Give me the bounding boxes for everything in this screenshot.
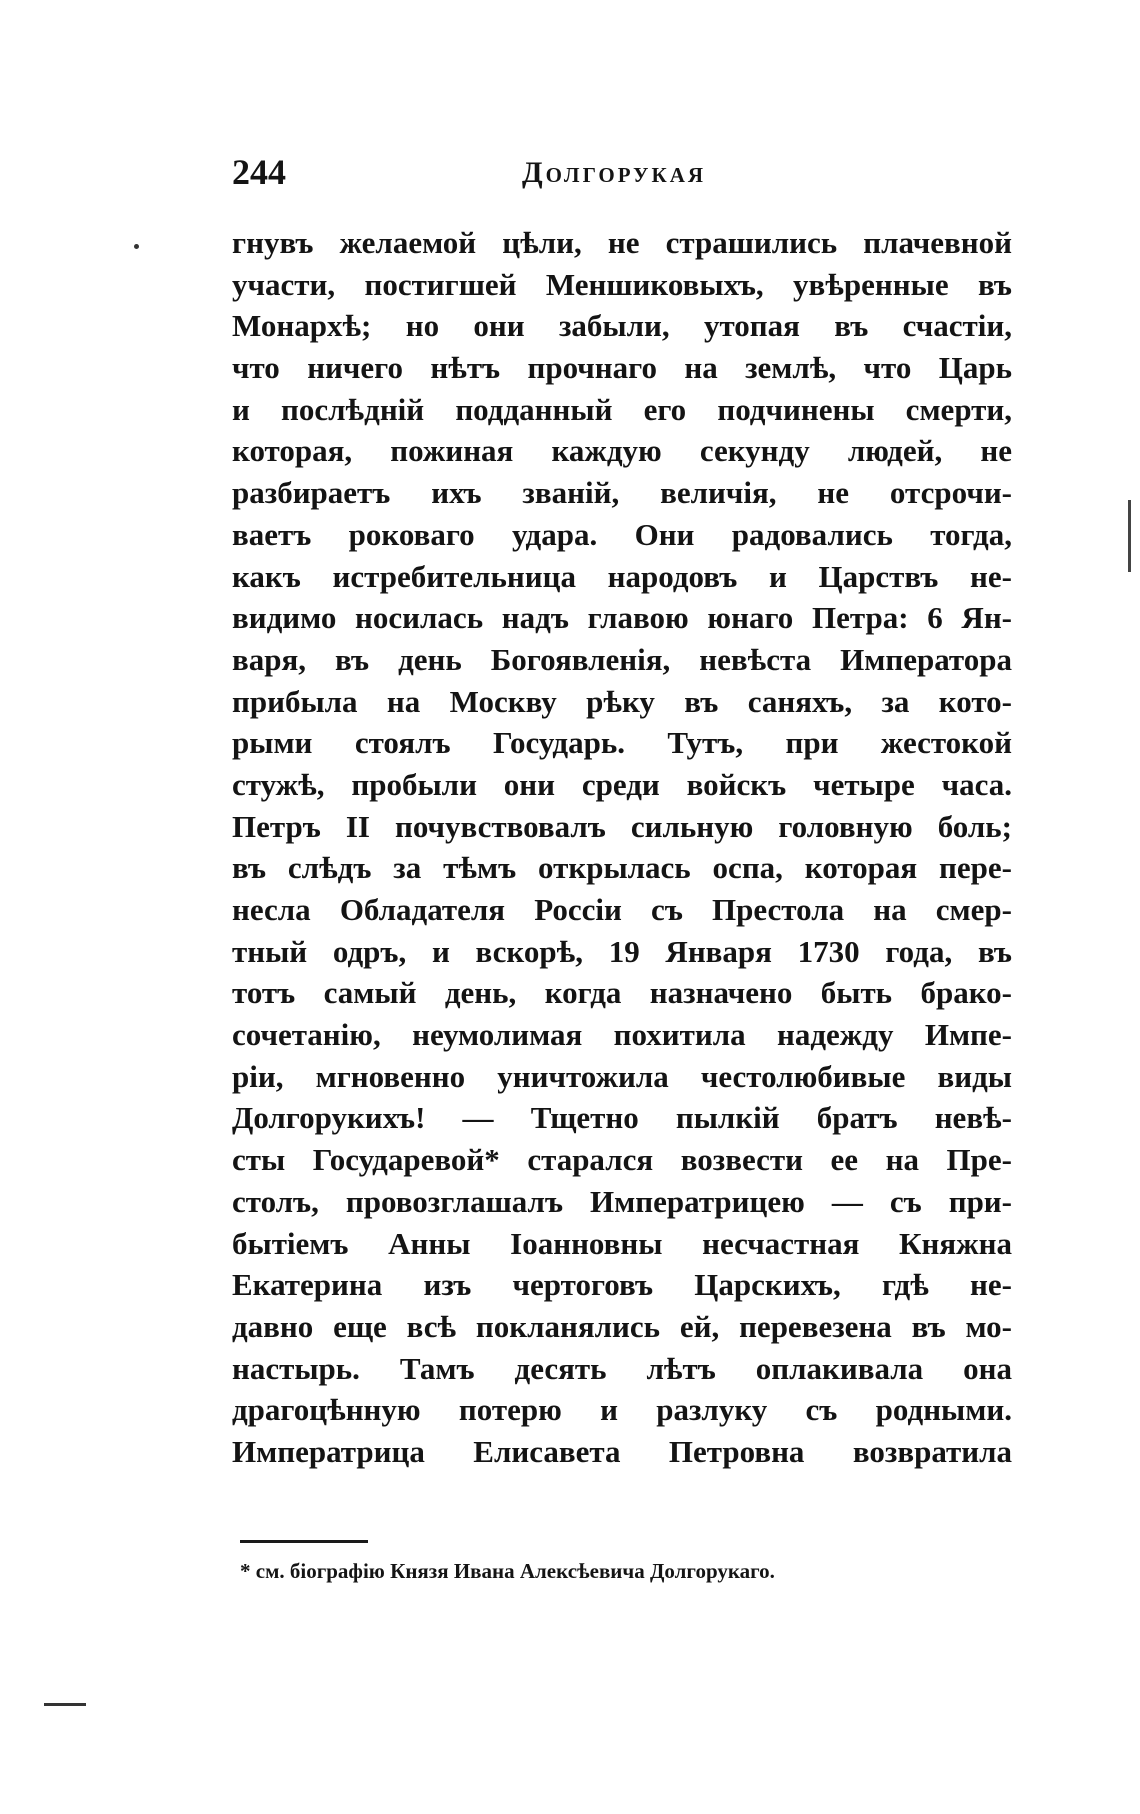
text-line: Долгорукихъ! — Тщетно пылкій братъ невѣ- xyxy=(232,1100,1012,1136)
text-line: ріи, мгновенно уничтожила честолюбивые виды xyxy=(232,1058,1012,1094)
running-head: Долгорукая xyxy=(522,156,707,189)
margin-mark-right xyxy=(1128,500,1131,572)
margin-mark-bottom xyxy=(44,1703,86,1706)
footnote-rule xyxy=(240,1540,368,1543)
text-line: Екатерина изъ чертоговъ Царскихъ, гдѣ не- xyxy=(232,1267,1012,1303)
text-line: Императрица Елисавета Петровна возвратила xyxy=(232,1433,1012,1469)
text-line: драгоцѣнную потерю и разлуку съ родными. xyxy=(232,1392,1012,1428)
text-line: и послѣдній подданный его подчинены смерти, xyxy=(232,391,1012,427)
page-number: 244 xyxy=(232,152,286,192)
text-line: разбираетъ ихъ званій, величія, не отсрочи- xyxy=(232,475,1012,511)
text-line: что ничего нѣтъ прочнаго на землѣ, что Царь xyxy=(232,350,1012,386)
text-line: какъ истребительница народовъ и Царствъ не- xyxy=(232,558,1012,594)
text-line: Петръ II почувствовалъ сильную головную боль; xyxy=(232,808,1012,844)
text-line: настырь. Тамъ десять лѣтъ оплакивала она xyxy=(232,1350,1012,1386)
text-line: которая, пожиная каждую секунду людей, не xyxy=(232,433,1012,469)
text-line: несла Обладателя Россіи съ Престола на смер- xyxy=(232,892,1012,927)
text-line: тный одръ, и вскорѣ, 19 Января 1730 года, въ xyxy=(232,933,1012,969)
text-line: столъ, провозглашалъ Императрицею — съ при- xyxy=(232,1183,1012,1219)
page-header xyxy=(232,148,1012,198)
text-line: ваетъ роковаго удара. Они радовались тогда, xyxy=(232,516,1012,552)
body-text xyxy=(232,222,1012,1473)
text-line: прибыла на Москву рѣку въ саняхъ, за кото- xyxy=(232,683,1012,719)
text-line: гнувъ желаемой цѣли, не страшились плачевной xyxy=(232,225,1012,260)
text-line: участи, постигшей Меншиковыхъ, увѣренные въ xyxy=(232,266,1012,302)
margin-dot xyxy=(134,244,139,249)
text-line: сочетанію, неумолимая похитила надежду Импе- xyxy=(232,1017,1012,1053)
text-line: въ слѣдъ за тѣмъ открылась оспа, которая пере- xyxy=(232,850,1012,886)
text-line: давно еще всѣ покланялись ей, перевезена въ мо- xyxy=(232,1308,1012,1344)
text-line: рыми стоялъ Государь. Тутъ, при жестокой xyxy=(232,725,1012,761)
text-line: варя, въ день Богоявленія, невѣста Императора xyxy=(232,641,1012,677)
text-line: тотъ самый день, когда назначено быть брако- xyxy=(232,975,1012,1011)
text-line: Монархѣ; но они забыли, утопая въ счастіи, xyxy=(232,308,1012,344)
footnote: * см. біографію Князя Ивана Алексѣевича Долгорукаго. xyxy=(240,1559,775,1583)
text-line: стужѣ, пробыли они среди войскъ четыре часа. xyxy=(232,766,1012,802)
text-line: бытіемъ Анны Іоанновны несчастная Княжна xyxy=(232,1225,1012,1261)
text-line: видимо носилась надъ главою юнаго Петра: 6 Ян- xyxy=(232,600,1012,636)
text-line: сты Государевой* старался возвести ее на Пре- xyxy=(232,1142,1012,1178)
